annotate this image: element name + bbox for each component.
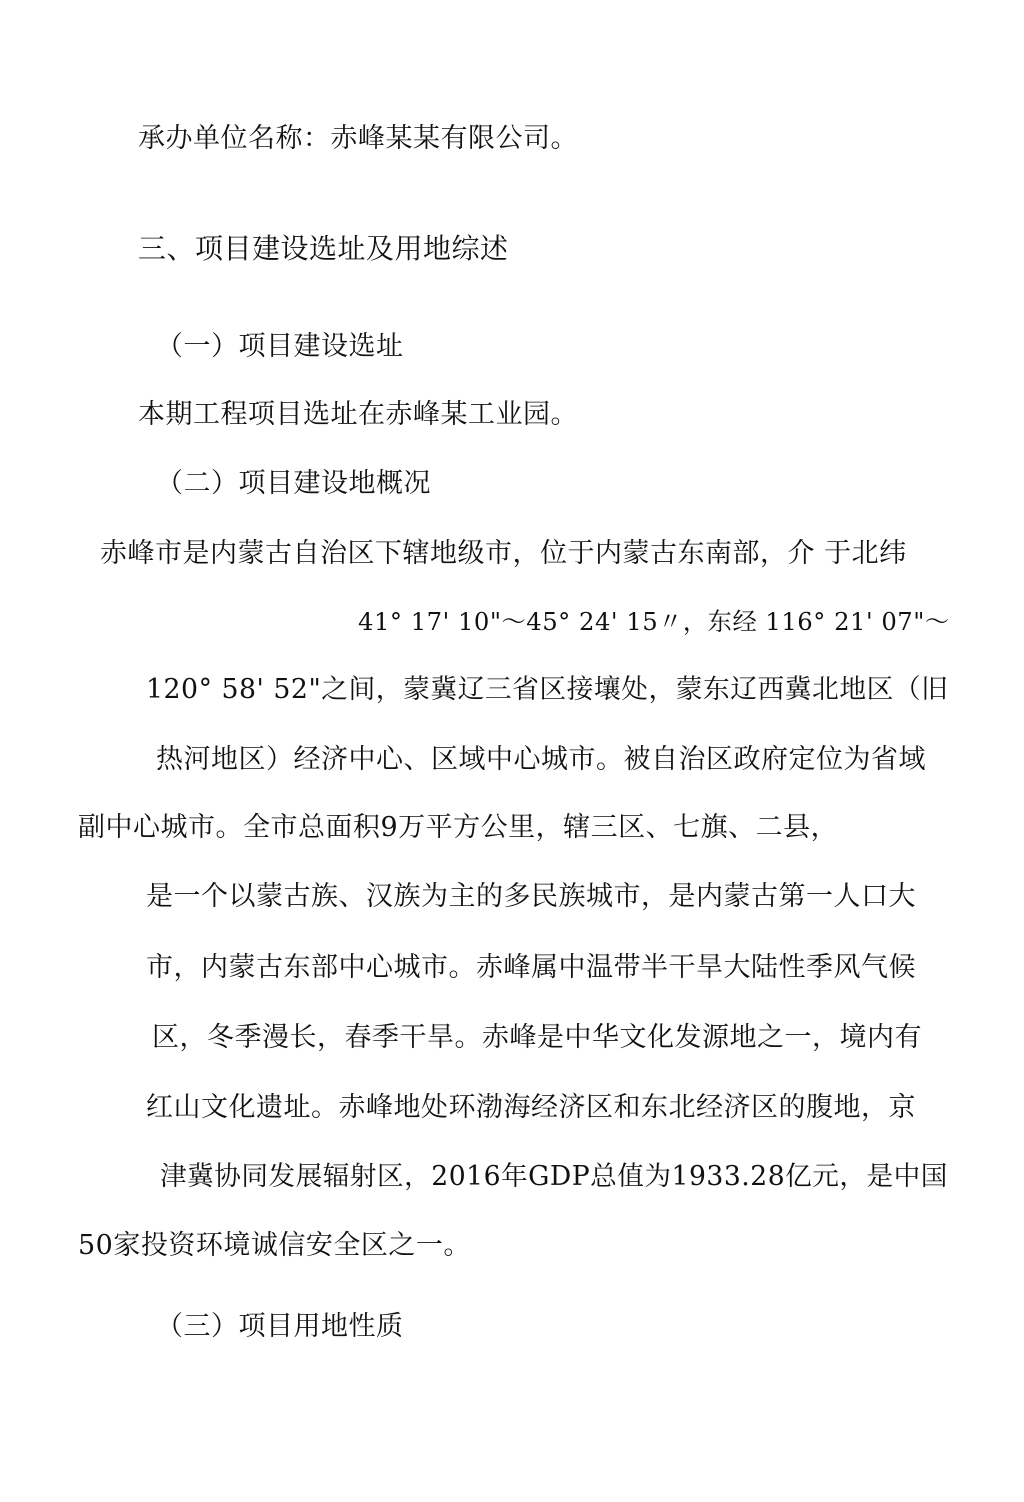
paragraph-line-5: 副中心城市。全市总面积9万平方公里，辖三区、七旗、二县， xyxy=(78,812,839,843)
section-3-heading: 三、项目建设选址及用地综述 xyxy=(138,232,509,265)
subsection-1-text: 本期工程项目选址在赤峰某工业园。 xyxy=(138,399,578,430)
organizer-line: 承办单位名称：赤峰某某有限公司。 xyxy=(138,123,578,154)
paragraph-line-11: 50家投资环境诚信安全区之一。 xyxy=(78,1230,471,1261)
paragraph-line-3: 120° 58' 52"之间，蒙冀辽三省区接壤处，蒙东辽西冀北地区（旧 xyxy=(146,674,949,705)
paragraph-line-4: 热河地区）经济中心、区域中心城市。被自治区政府定位为省域 xyxy=(156,744,926,775)
paragraph-line-2: 41° 17' 10"～45° 24' 15〃，东经 116° 21' 07"～ xyxy=(358,607,950,636)
paragraph-line-8: 区，冬季漫长，春季干旱。赤峰是中华文化发源地之一，境内有 xyxy=(152,1022,922,1053)
subsection-1-heading: （一）项目建设选址 xyxy=(156,331,404,362)
paragraph-line-1: 赤峰市是内蒙古自治区下辖地级市，位于内蒙古东南部，介 于北纬 xyxy=(100,538,907,569)
subsection-2-heading: （二）项目建设地概况 xyxy=(156,468,431,499)
subsection-3-heading: （三）项目用地性质 xyxy=(156,1311,404,1342)
paragraph-line-7: 市，内蒙古东部中心城市。赤峰属中温带半干旱大陆性季风气候 xyxy=(146,952,916,983)
paragraph-line-9: 红山文化遗址。赤峰地处环渤海经济区和东北经济区的腹地，京 xyxy=(146,1092,916,1123)
paragraph-line-6: 是一个以蒙古族、汉族为主的多民族城市，是内蒙古第一人口大 xyxy=(146,881,916,912)
paragraph-line-10: 津冀协同发展辐射区，2016年GDP总值为1933.28亿元，是中国 xyxy=(160,1161,948,1192)
